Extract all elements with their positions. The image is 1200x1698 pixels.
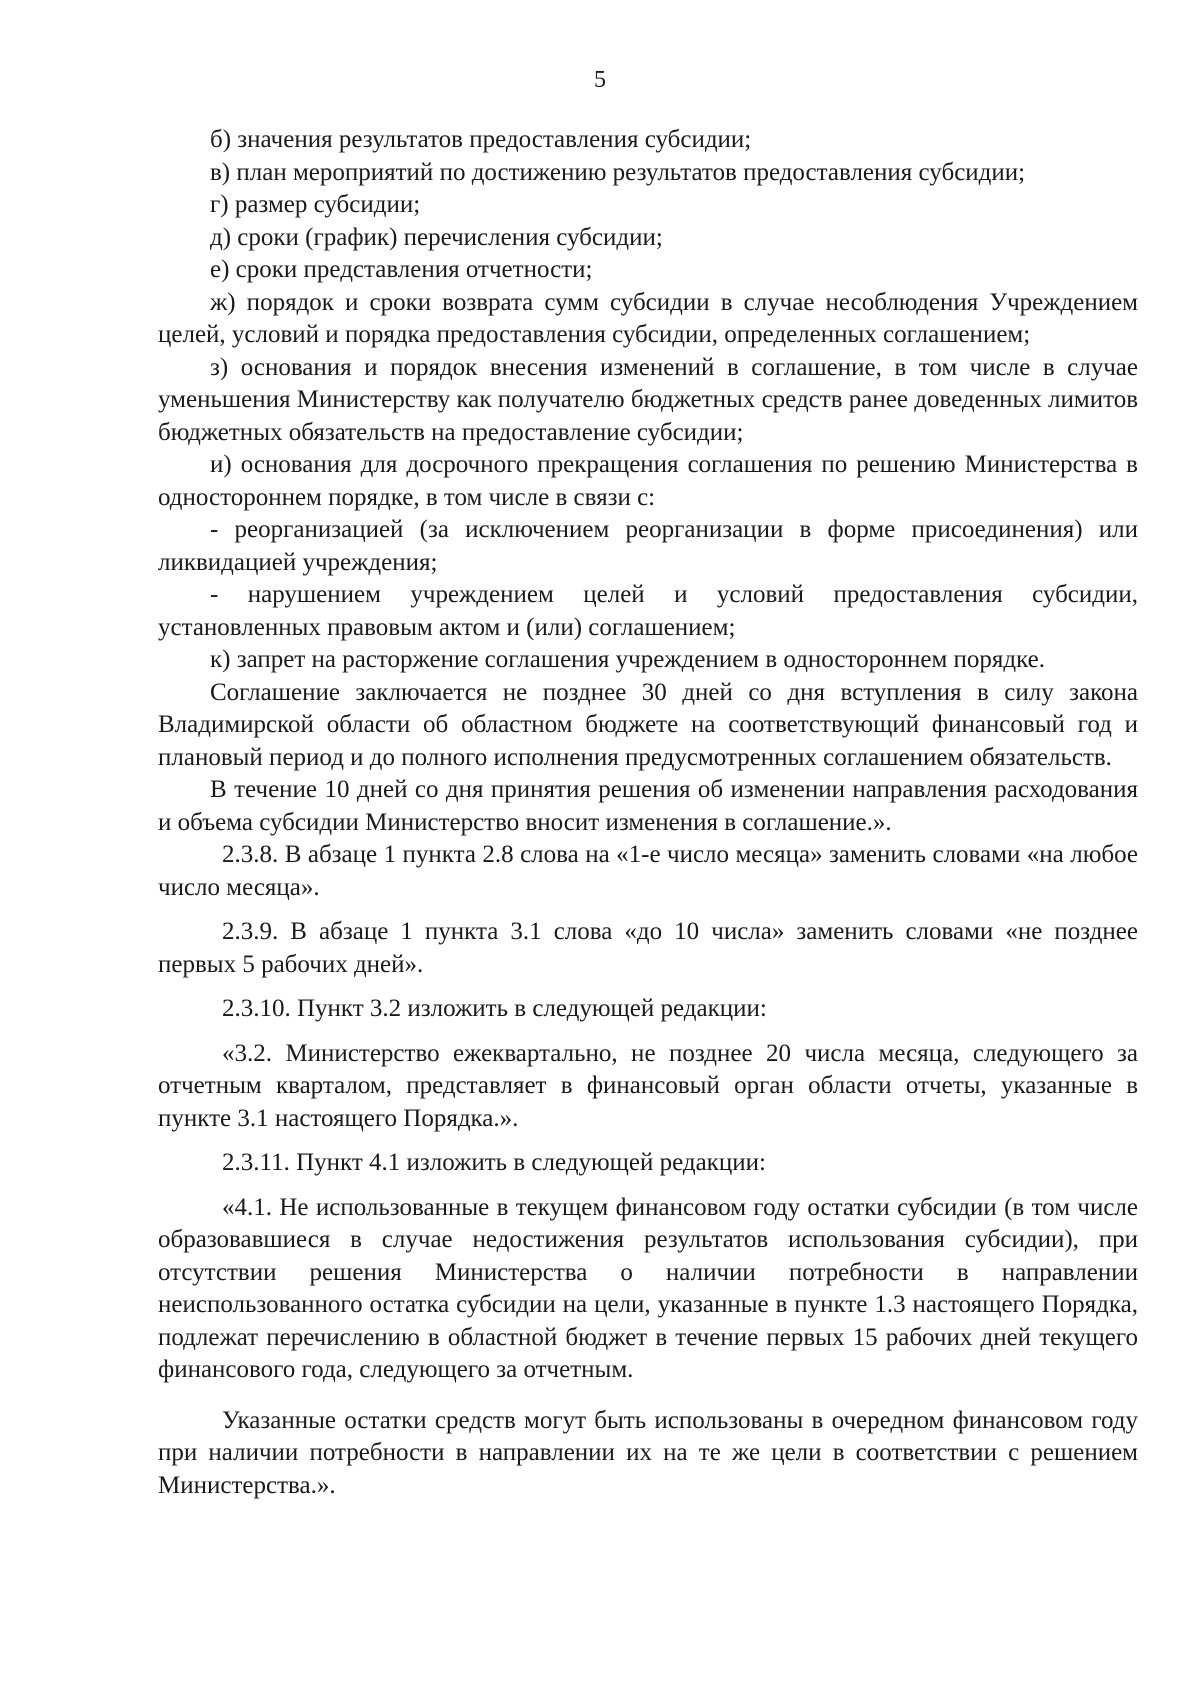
paragraph-2-3-11: 2.3.11. Пункт 4.1 изложить в следующей редакции: [222, 1149, 766, 1176]
paragraph-item-i: и) основания для досрочного прекращения соглашения по решению Министерства в одностороннем порядке, в том числе в связи с: [158, 451, 1138, 511]
paragraph-remaining-funds: Указанные остатки средств могут быть использованы в очередном финансовом году при наличии потребности в направлении их на те же цели в соответствии с решением Министерства.». [158, 1406, 1138, 1499]
paragraph-item-z: з) основания и порядок внесения изменений в соглашение, в том числе в случае уменьшения Министерству как получателю бюджетных средств ранее доведенных лимитов бюджетных обязательств на предоставление субсидии; [158, 353, 1138, 446]
paragraph-quote-3-2: «3.2. Министерство ежеквартально, не позднее 20 числа месяца, следующего за отчетным кварталом, представляет в финансовый орган области отчеты, указанные в пункте 3.1 настоящего Порядка.». [158, 1039, 1138, 1132]
paragraph-item-g: г) размер субсидии; [210, 191, 421, 218]
paragraph-item-v: в) план мероприятий по достижению результатов предоставления субсидии; [210, 158, 1026, 186]
paragraph-violation: - нарушением учреждением целей и условий предоставления субсидии, установленных правовым актом и (или) соглашением; [158, 581, 1138, 641]
paragraph-item-e: е) сроки представления отчетности; [210, 256, 593, 283]
paragraph-quote-4-1: «4.1. Не использованные в текущем финансовом году остатки субсидии (в том числе образовавшиеся в случае недостижения результатов использования субсидии), при отсутствии решения Министерства о наличии потребности в направлении неиспользованного остатка субсидии на цели, указанные в пункте 1.3 настоящего Порядка, подлежат перечислению в областной бюджет в течение первых 15 рабочих дней текущего финансового года, следующего за отчетным. [158, 1193, 1138, 1383]
paragraph-item-b: б) значения результатов предоставления субсидии; [210, 126, 752, 153]
paragraph-item-k: к) запрет на расторжение соглашения учреждением в одностороннем порядке. [210, 646, 1045, 673]
document-body [158, 124, 1138, 1502]
paragraph-item-d: д) сроки (график) перечисления субсидии; [210, 223, 663, 251]
paragraph-2-3-9: 2.3.9. В абзаце 1 пункта 3.1 слова «до 10 числа» заменить словами «не позднее первых 5 рабочих дней». [158, 918, 1138, 978]
paragraph-agreement-terms: Соглашение заключается не позднее 30 дней со дня вступления в силу закона Владимирской области об областном бюджете на соответствующий финансовый год и плановый период и до полного исполнения предусмотренных соглашением обязательств. [158, 678, 1138, 771]
paragraph-2-3-8: 2.3.8. В абзаце 1 пункта 2.8 слова на «1-е число месяца» заменить словами «на любое число месяца». [158, 841, 1138, 901]
paragraph-changes-period: В течение 10 дней со дня принятия решения об изменении направления расходования и объема субсидии Министерство вносит изменения в соглашение.». [158, 776, 1138, 836]
paragraph-2-3-10: 2.3.10. Пункт 3.2 изложить в следующей редакции: [222, 995, 767, 1022]
paragraph-item-zh: ж) порядок и сроки возврата сумм субсидии в случае несоблюдения Учреждением целей, условий и порядка предоставления субсидии, определенных соглашением; [158, 288, 1138, 348]
page-number: 5 [594, 67, 606, 93]
paragraph-reorganization: - реорганизацией (за исключением реорганизации в форме присоединения) или ликвидацией учреждения; [158, 516, 1138, 576]
